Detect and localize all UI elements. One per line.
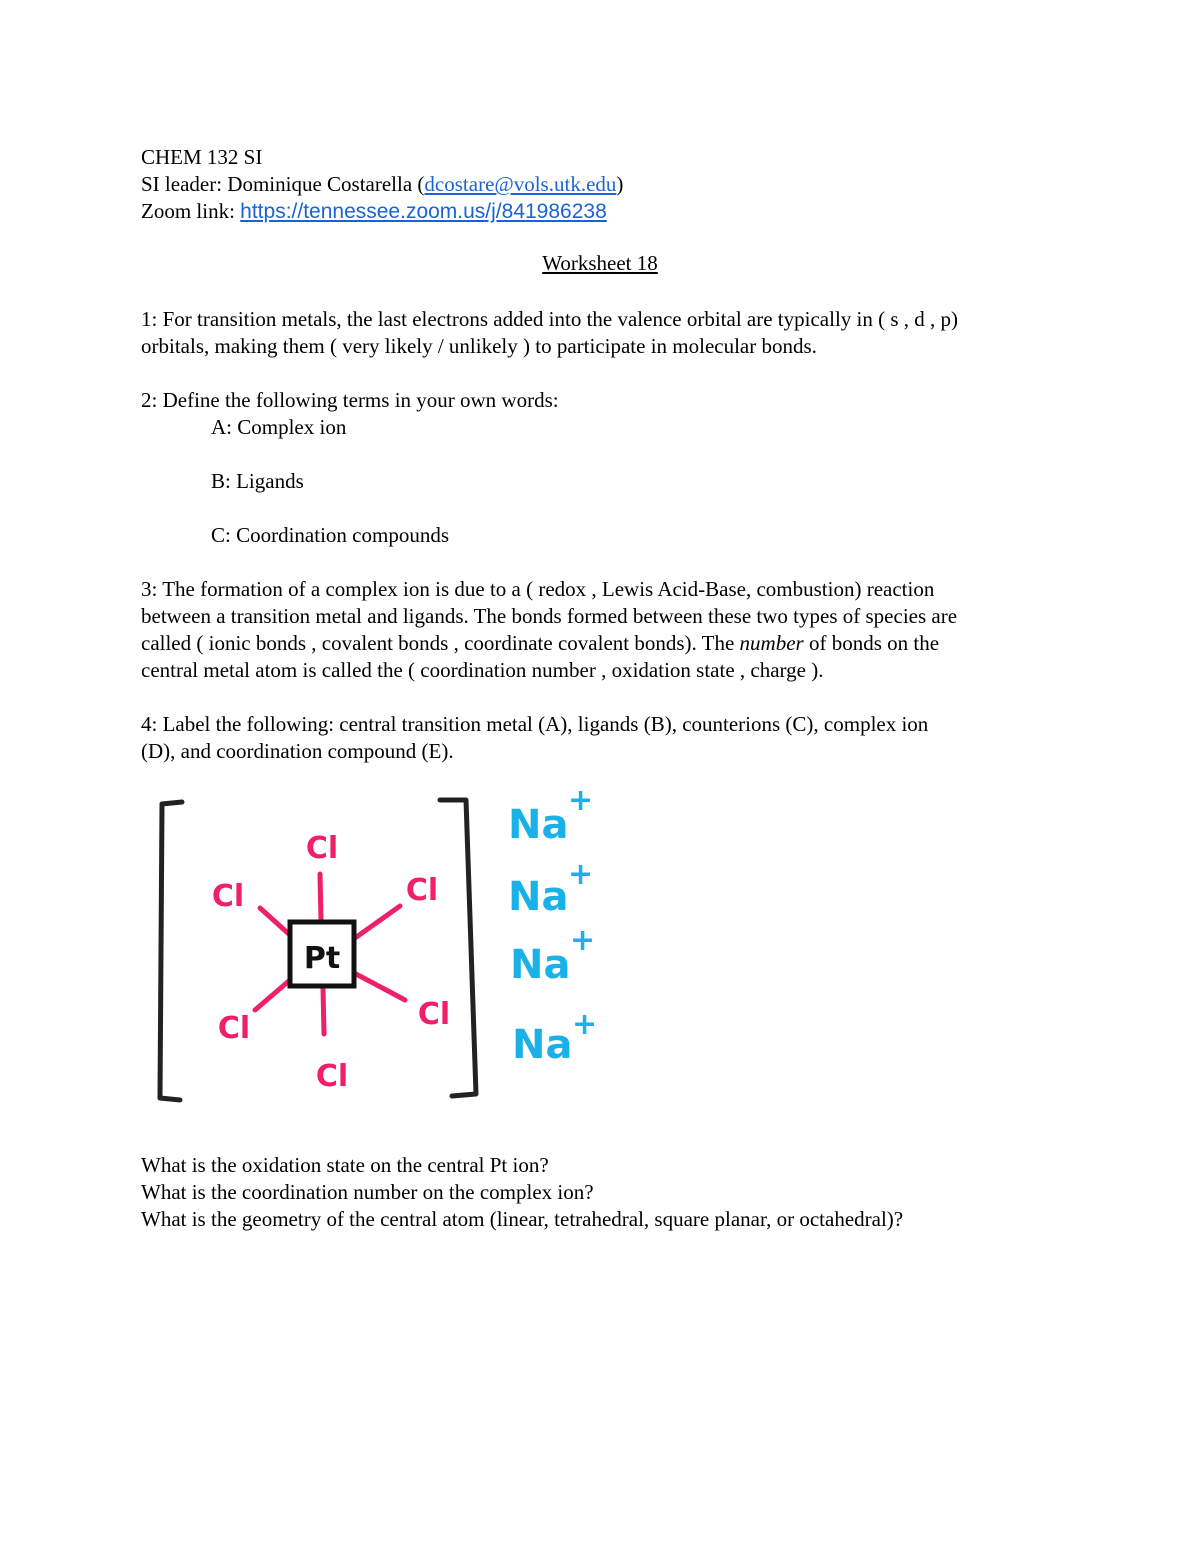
counterion-3: Na bbox=[510, 942, 571, 988]
ligand-lower-left: Cl bbox=[217, 1011, 251, 1046]
ligand-upper-left: Cl bbox=[211, 879, 245, 914]
leader-label: SI leader: Dominique Costarella ( bbox=[141, 172, 425, 196]
ligand-top: Cl bbox=[305, 831, 339, 866]
course-title: CHEM 132 SI bbox=[141, 145, 263, 169]
bond-bottom bbox=[323, 988, 324, 1034]
bond-lower-left bbox=[255, 980, 290, 1010]
zoom-label: Zoom link: bbox=[141, 199, 241, 223]
counterion-3-charge: + bbox=[570, 923, 596, 958]
q2-term-b: B: Ligands bbox=[211, 469, 304, 493]
bond-upper-right bbox=[355, 906, 400, 938]
counterion-4: Na bbox=[512, 1022, 573, 1068]
ligand-bottom: Cl bbox=[315, 1059, 349, 1094]
counterion-2: Na bbox=[508, 874, 569, 920]
q3-line2: between a transition metal and ligands. The bonds formed between these two types of species are bbox=[141, 604, 958, 628]
counterion-1-charge: + bbox=[568, 783, 594, 818]
bond-upper-left bbox=[260, 908, 290, 935]
metal-symbol: Pt bbox=[303, 941, 341, 976]
q3-line4: central metal atom is called the ( coordination number , oxidation state , charge ). bbox=[141, 658, 824, 682]
q3-line1: 3: The formation of a complex ion is due to a ( redox , Lewis Acid-Base, combustion) reaction bbox=[141, 577, 935, 601]
q3-line3-end: of bonds on the bbox=[803, 631, 940, 655]
counterion-2-charge: + bbox=[568, 857, 594, 892]
q1-line1: 1: For transition metals, the last electrons added into the valence orbital are typically in ( s , d , p) bbox=[141, 307, 959, 331]
si-leader-line bbox=[141, 171, 623, 198]
counterion-4-charge: + bbox=[572, 1007, 598, 1042]
left-bracket bbox=[160, 802, 182, 1100]
q2-prompt: 2: Define the following terms in your own words: bbox=[141, 388, 559, 412]
ligand-upper-right: Cl bbox=[405, 873, 439, 908]
question-geometry: What is the geometry of the central atom (linear, tetrahedral, square planar, or octahedral)? bbox=[141, 1207, 904, 1231]
worksheet-title: Worksheet 18 bbox=[542, 251, 658, 275]
ligand-lower-right: Cl bbox=[417, 997, 451, 1032]
counterion-1: Na bbox=[508, 802, 569, 848]
q3-line3 bbox=[141, 630, 939, 657]
q1-line2: orbitals, making them ( very likely / unlikely ) to participate in molecular bonds. bbox=[141, 334, 817, 358]
question-coordination-number: What is the coordination number on the complex ion? bbox=[141, 1180, 594, 1204]
question-oxidation-state: What is the oxidation state on the central Pt ion? bbox=[141, 1153, 549, 1177]
complex-diagram bbox=[140, 780, 620, 1110]
q3-emphasis: number bbox=[739, 631, 804, 655]
q3-line3-text: called ( ionic bonds , covalent bonds , coordinate covalent bonds). The bbox=[141, 631, 735, 655]
q4-line2: (D), and coordination compound (E). bbox=[141, 739, 454, 763]
zoom-line bbox=[141, 198, 607, 225]
leader-suffix: ) bbox=[616, 172, 624, 196]
bond-lower-right bbox=[356, 974, 405, 1000]
right-bracket bbox=[440, 800, 476, 1096]
q4-line1: 4: Label the following: central transition metal (A), ligands (B), counterions (C), complex ion bbox=[141, 712, 929, 736]
bond-top bbox=[320, 874, 321, 920]
leader-email-link[interactable]: dcostare@vols.utk.edu bbox=[424, 172, 617, 196]
q2-term-c: C: Coordination compounds bbox=[211, 523, 449, 547]
q2-term-a: A: Complex ion bbox=[211, 415, 347, 439]
zoom-link[interactable]: https://tennessee.zoom.us/j/841986238 bbox=[240, 200, 607, 223]
